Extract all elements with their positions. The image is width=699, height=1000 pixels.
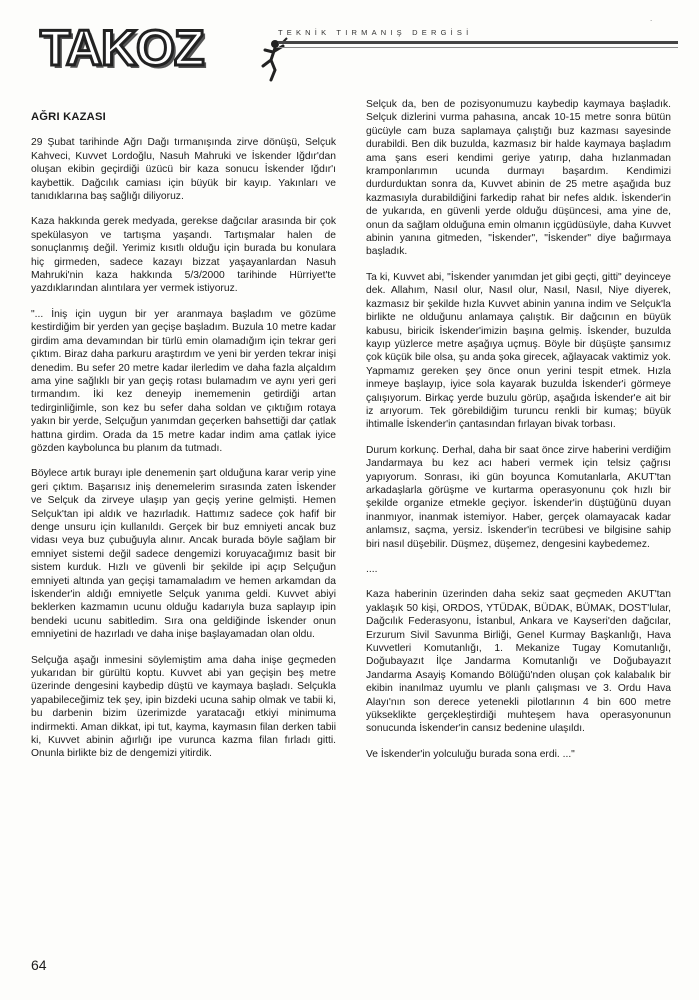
paragraph: Selçuğa aşağı inmesini söylemiştim ama daha inişe geçmeden yukarıdan bir gürültü koptu. Kuvvet abi yan geçişin beş metre üzerinde dengesini kaybedip düştü ve kaymaya başladı. Selçukla yapabileceğimiz tek şey, ipin bizdeki ucuna sahip olmak ve tabii ki, bu darbenin bizim üzerimizde yaratacağı etkiyi minimuma indirmekti. Aman dikkat, ipi tut, kayma, kaymasın filan derken tabii ki, Kuvvet abinin ağırlığı ipe vurunca kazma filan fırladı gitti. Onunla birlikte biz de dengemizi yitirdik. [31,654,336,760]
page-number: 64 [31,957,47,973]
logo-text: TAKOZ [40,20,204,76]
right-column [366,98,671,773]
paragraph: "... İniş için uygun bir yer aranmaya başladım ve gözüme kestirdiğim bir yerden yan geçişe başladım. Buzula 10 metre kadar girdim ama devamından bir türlü emin olamadığım için tekrar geri çıktım. Biraz daha parkuru araştırdım ve yeni bir yerden tekrar inişi denedim. Bu sefer 20 metre kadar ilerledim ve daha fazla alçaldım ama yine sağlıklı bir yan geçiş rotası bulamadım ve aynı yeri geri tırmandım. İki kez deneyip inememenin getirdiği artan tedirginliğimle, son kez bu sefer daha soldan ve çıktığım rotaya yakın bir yerde, Selçuğun yanımdan geçerken bahsettiği dar çatlak hattına girdim. Orada da 15 metre kadar indim ama çatlak iyice gözden kaybolunca bu planım da tutmadı. [31,308,336,454]
magazine-logo [40,18,280,78]
closing-paragraph: Ve İskender'in yolculuğu burada sona erdi. ..." [366,748,575,760]
left-column [31,97,336,773]
paragraph: Kaza hakkında gerek medyada, gerekse dağcılar arasında bir çok spekülasyon ve tartışma yaşandı. Tartışmalar halen de sonuçlanmış değil. Yerimiz kısıtlı olduğu için burada bu konulara hiç girmeden, sadece kazayı bizzat yaşayanlardan Nasuh Mahruki'nin kaza hakkında 5/3/2000 tarihinde Hürriyet'te yazdıklarından alıntılara yer vermek istiyoruz. [31,216,336,295]
article-title: AĞRI KAZASI [31,111,106,123]
masthead-rule [278,41,678,44]
paragraph: Böylece artık burayı iple denemenin şart olduğuna karar verip yine geri çıktım. Başarısız iniş denemelerim sırasında zaten İskender ve Selçuk da zirveye ulaşıp yan geçiş yerine gelmişti. Hemen Selçuk'tan ipi aldık ve hazırladık. Hattımız sadece çok hafif bir denge unsuru için kullanıldı. Gerçek bir buz emniyeti ancak buz vidası veya buz çubuğuyla alınır. Ancak burada böyle sağlam bir emniyet sistemi değil sadece dengemizi koruyacağımız basit bir sistem kurduk. Hızlı ve güvenli bir şekilde ipi açıp Selçuğun emniyeti altında yan geçişi tamamaladım ve hemen arkamdan da İskender'in aldığı emniyetle Selçuk yanıma geldi. Kuvvet abiyi beklerken kazmamın ucunu olduğu kadarıyla buza saplayıp ipin bendeki ucunu sabitledim. Sıra ona geldiğinde İskender onun emniyetini de hazırladı ve daha inişe başlayamadan olan oldu. [31,468,336,641]
paragraph: 29 Şubat tarihinde Ağrı Dağı tırmanışında zirve dönüşü, Selçuk Kahveci, Kuvvet Lordoğlu, Nasuh Mahruki ve İskender Iğdır'dan oluşan ekibin geçirdiği üzücü bir kaza sonucu İskender Iğdır'ı kaybettik. Dağcılık camiası için büyük bir kayıp. Yakınları ve tanıdıklarına baş sağlığı diliyoruz. [31,137,336,203]
masthead-rule-thin [278,47,678,48]
masthead [40,18,680,88]
ellipsis-separator: .... [366,564,378,575]
magazine-tagline: TEKNİK TIRMANIŞ DERGİSİ [278,28,473,37]
paragraph: Kaza haberinin üzerinden daha sekiz saat geçmeden AKUT'tan yaklaşık 50 kişi, ORDOS, YTÜDAK, BÜDAK, BÜMAK, DOST'lular, Dağcılık Federasyonu, İstanbul, Ankara ve Kayseri'den dağcılar, Erzurum Sivil Savunma Birliği, Genel Kurmay Başkanlığı, Hava Kuvvetleri Komutanlığı, 1. Mekanize Tugay Komutanlığı, Doğubayazıt İlçe Jandarma Komutanlığı ve Doğubayazıt Jandarma Asayiş Komando Bölüğü'nden oluşan çok kalabalık bir ekibin inanılmaz uyumlu ve planlı çalışması ve 3. Ordu Hava Alayı'nın son derece yetenekli pilotlarının 4 bin 600 metre yükseklikte gerçekleştirdiği muhteşem hava operasyonunun sonucunda İskender'in cansız bedenine ulaşıldı. [366,589,671,735]
paragraph: Durum korkunç. Derhal, daha bir saat önce zirve haberini verdiğim Jandarmaya bu kez acı haberi vermek için telsiz çağrısı yapıyorum. Sonrası, iki gün boyunca Komutanlarla, AKUT'tan arkadaşlarla görüşme ve kurtarma operasyonunu çok hızlı bir şekilde organize etmekle geçiyor. İskender'in düştüğünü duyan inanmıyor, inanmak istemiyor. Haber, gerçek olamayacak kadar anlamsız, saçma, yersiz. İskender'in tecrübesi ve bilgisine sahip biri nasıl düşebilir. Düşmez, düşemez, dengesini kaybedemez. [366,444,671,550]
corner-mark: . [650,14,653,23]
paragraph: Selçuk da, ben de pozisyonumuzu kaybedip kaymaya başladık. Selçuk dizlerini vurma pahasına, ancak 10-15 metre sonra bütün gücüyle cam buza saplamaya çalıştığı buz kazması sayesinde durabildi. Ben dik buzulda, kazmasız bir halde kaymaya başladım ama şans eseri kendimi geriye yatırıp, daha hızlanmadan kramponlarımın ucunda durmayı başardım. Kendimizi durdurduktan sonra da, Kuvvet abinin de 25 metre aşağıda buz kazmasıyla durabildiğini farkedip rahat bir nefes aldık. İskender'in de yukarıda, en güvenli yerde olduğu düşüncesi, ama yine de, onun da sağlam olduğuna emin olmanın içgüdüsüyle, daha Kuvvet abinin yanına gitmeden, "İskender", "İskender" diye bağırmaya başladık. [366,99,671,258]
paragraph: Ta ki, Kuvvet abi, "İskender yanımdan jet gibi geçti, gitti" deyinceye dek. Allahım, Nasıl olur, Nasıl olur, Nasıl, Nasıl, Niye diyerek, kazmasız bir şekilde hızla Kuvvet abinin yanına indim ve Selçuk'la birlikte ne olduğunu anlamaya çalıştık. Bir dağcının en büyük kabusu, biricik İskender'imizin başına gelmiş. İskender, buzulda kayıp yüzlerce metre aşağıya uçmuş. Böyle bir düşüşte şansımız çok küçük bile olsa, şu anda şoka girecek, ağlayacak vaktimiz yok. Yapmamız gereken şey önce onun yerini tespit etmek. Hızla inmeye başlayıp, iyice sola kayarak buzulda İskender'i görmeye çalışıyorum. Birkaç yerde buzulu görüp, aşağıda İskender'e ait bir iz arıyorum. Tek görebildiğim turuncu renkli bir kumaş; büyük ihtimalle İskender'in çantasından fırlayan bivak torbası. [366,271,671,431]
